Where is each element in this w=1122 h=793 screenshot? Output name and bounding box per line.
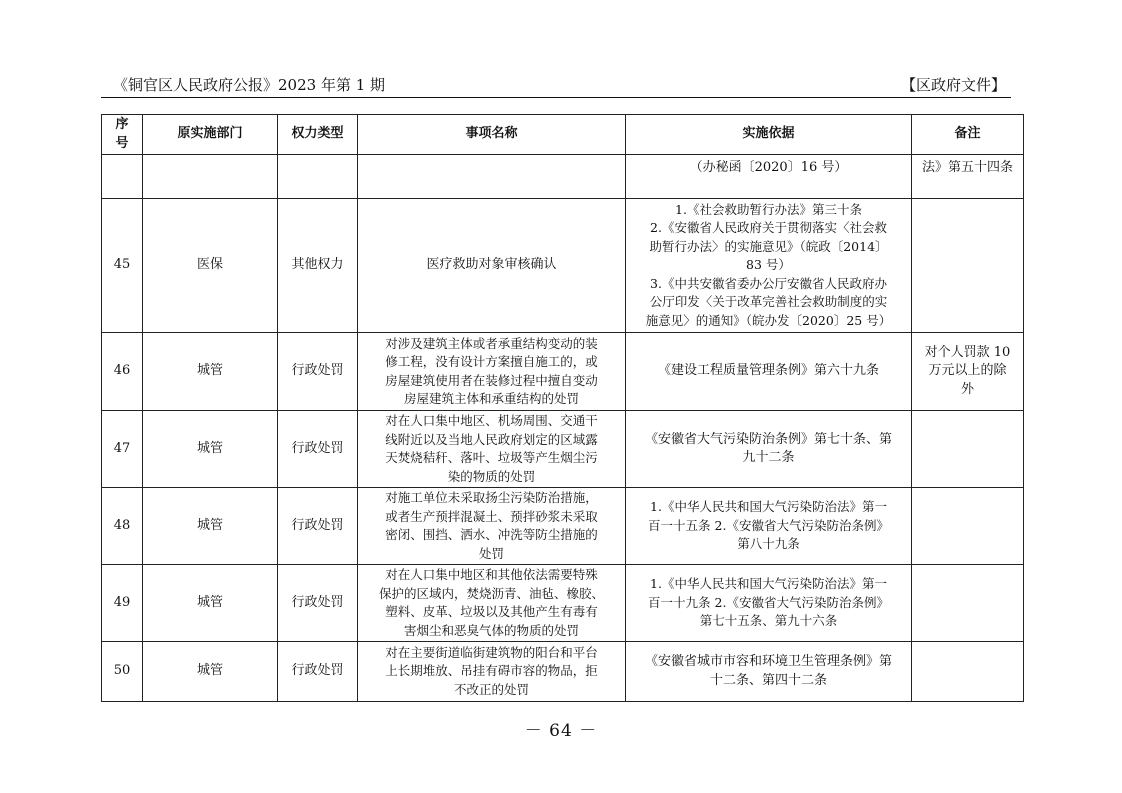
- row46-item-line2: 修工程，没有设计方案擅自施工的，或: [385, 354, 598, 369]
- row49-basis: [626, 565, 912, 642]
- row46-remarks-line2: 万元以上的除: [928, 363, 1007, 379]
- row46-remarks-line3: 外: [960, 381, 974, 397]
- row46-basis: 《建设工程质量管理条例》第六十九条: [626, 333, 912, 411]
- row45-power-type: 其他权力: [278, 199, 358, 333]
- cont-department-cell: [143, 155, 278, 199]
- row45-seq: 45: [102, 199, 143, 333]
- row48-item-name: [358, 488, 626, 565]
- header-rule: [101, 97, 1011, 98]
- row48-basis-line1: 1.《中华人民共和国大气污染防治法》第一: [650, 499, 887, 515]
- cont-power-type-cell: [278, 155, 358, 199]
- row50-basis-line1: 《安徽省城市市容和环境卫生管理条例》第: [644, 654, 892, 669]
- row46-seq: 46: [102, 333, 143, 411]
- row47-item-line2: 线附近以及当地人民政府划定的区域露: [385, 431, 598, 447]
- row46-department: 城管: [143, 333, 278, 411]
- row48-power-type: 行政处罚: [278, 488, 358, 565]
- row49-item-name: [358, 565, 626, 642]
- row45-department: 医保: [143, 199, 278, 333]
- row48-item-line3: 密闭、围挡、洒水、冲洗等防尘措施的: [385, 527, 598, 542]
- row47-seq: 47: [102, 411, 143, 488]
- row50-item-line3: 不改正的处罚: [453, 681, 529, 697]
- row47-basis-line1: 《安徽省大气污染防治条例》第七十条、第: [644, 431, 892, 447]
- row50-item-line1: 对在主要街道临街建筑物的阳台和平台: [385, 644, 598, 660]
- row50-remarks: [912, 642, 1024, 702]
- row50-department: 城管: [143, 642, 278, 702]
- row46-item-line4: 房屋建筑主体和承重结构的处罚: [403, 391, 579, 406]
- table-row-continuation: [102, 155, 1024, 199]
- row48-item-line2: 或者生产预拌混凝土、预拌砂浆未采取: [385, 508, 598, 524]
- row49-seq: 49: [102, 565, 143, 642]
- row48-seq: 48: [102, 488, 143, 565]
- gazette-title: 《铜官区人民政府公报》2023 年第 1 期: [113, 76, 386, 94]
- row49-item-line3: 塑料、皮革、垃圾以及其他产生有毒有: [385, 604, 598, 619]
- row48-basis: [626, 488, 912, 565]
- row50-power-type: 行政处罚: [278, 642, 358, 702]
- row45-item-name: 医疗救助对象审核确认: [358, 199, 626, 333]
- row50-seq: 50: [102, 642, 143, 702]
- table-row-50: [102, 642, 1024, 702]
- row46-remarks-line1: 对个人罚款 10: [924, 344, 1011, 360]
- row49-basis-line3: 第七十五条、第九十六条: [699, 613, 838, 629]
- row45-basis-line2: 2.《安徽省人民政府关于贯彻落实〈社会救: [650, 220, 887, 236]
- row48-basis-line3: 第八十九条: [737, 536, 800, 552]
- table-row-46: [102, 333, 1024, 411]
- row45-basis-line5: 3.《中共安徽省委办公厅安徽省人民政府办: [650, 275, 887, 291]
- row47-department: 城管: [143, 411, 278, 488]
- row46-item-line1: 对涉及建筑主体或者承重结构变动的装: [385, 335, 598, 351]
- cont-remarks-cell: 法》第五十四条: [912, 155, 1024, 199]
- row47-power-type: 行政处罚: [278, 411, 358, 488]
- table-row-48: [102, 488, 1024, 565]
- row47-basis: [626, 411, 912, 488]
- row47-item-line1: 对在人口集中地区、机场周围、交通干: [385, 413, 598, 428]
- row50-basis: [626, 642, 912, 702]
- cont-seq-cell: [102, 155, 143, 199]
- row49-item-line4: 害烟尘和恶臭气体的物质的处罚: [403, 622, 579, 638]
- row48-item-line1: 对施工单位未采取扬尘污染防治措施，: [385, 490, 598, 505]
- row50-item-line2: 上长期堆放、吊挂有碍市容的物品，拒: [385, 663, 598, 679]
- col-remarks-header: 备注: [912, 115, 1024, 155]
- page-number: － 64 －: [524, 721, 598, 741]
- row47-item-name: [358, 411, 626, 488]
- col-department-header: 原实施部门: [143, 115, 278, 155]
- row47-basis-line2: 九十二条: [742, 450, 795, 465]
- row48-department: 城管: [143, 488, 278, 565]
- row45-basis-line6: 公厅印发〈关于改革完善社会救助制度的实: [649, 294, 888, 310]
- cont-item-cell: [358, 155, 626, 199]
- col-seq-header-line1: 序: [115, 117, 129, 132]
- row48-basis-line2: 百一十五条 2.《安徽省大气污染防治条例》: [648, 517, 889, 533]
- row46-power-type: 行政处罚: [278, 333, 358, 411]
- table-row-49: [102, 565, 1024, 642]
- row49-basis-line2: 百一十九条 2.《安徽省大气污染防治条例》: [648, 594, 889, 610]
- table-header-row: [102, 115, 1024, 155]
- row48-remarks: [912, 488, 1024, 565]
- col-seq-header-line2: 号: [115, 135, 129, 151]
- row49-remarks: [912, 565, 1024, 642]
- row45-basis-line7: 施意见〉的通知》（皖办发〔2020〕25 号）: [645, 312, 892, 328]
- table-row-45: [102, 199, 1024, 333]
- row49-basis-line1: 1.《中华人民共和国大气污染防治法》第一: [650, 576, 887, 592]
- row49-department: 城管: [143, 565, 278, 642]
- row49-power-type: 行政处罚: [278, 565, 358, 642]
- cont-basis-cell: （办秘函〔2020〕16 号）: [626, 155, 912, 199]
- row47-item-line4: 染的物质的处罚: [447, 468, 536, 484]
- row46-remarks: [912, 333, 1024, 411]
- row49-item-line2: 保护的区域内，焚烧沥青、油毡、橡胶、: [378, 585, 604, 601]
- row45-basis: [626, 199, 912, 333]
- row45-basis-line3: 助暂行办法〉的实施意见》（皖政〔2014〕: [649, 238, 888, 254]
- row45-basis-line4: 83 号）: [746, 257, 791, 273]
- col-basis-header: 实施依据: [626, 115, 912, 155]
- table-row-47: [102, 411, 1024, 488]
- col-item-name-header: 事项名称: [358, 115, 626, 155]
- powers-table: [101, 114, 1024, 702]
- row47-item-line3: 天焚烧秸秆、落叶、垃圾等产生烟尘污: [385, 450, 598, 465]
- col-power-type-header: 权力类型: [278, 115, 358, 155]
- row46-item-line3: 房屋建筑使用者在装修过程中擅自变动: [385, 372, 598, 388]
- row49-item-line1: 对在人口集中地区和其他依法需要特殊: [385, 567, 598, 582]
- row50-basis-line2: 十二条、第四十二条: [709, 672, 827, 688]
- col-seq-header: [102, 115, 143, 155]
- section-label: 【区政府文件】: [900, 76, 1006, 94]
- row48-item-line4: 处罚: [478, 545, 504, 561]
- row45-basis-line1: 1.《社会救助暂行办法》第三十条: [675, 201, 862, 217]
- row46-item-name: [358, 333, 626, 411]
- row50-item-name: [358, 642, 626, 702]
- row47-remarks: [912, 411, 1024, 488]
- row45-remarks: [912, 199, 1024, 333]
